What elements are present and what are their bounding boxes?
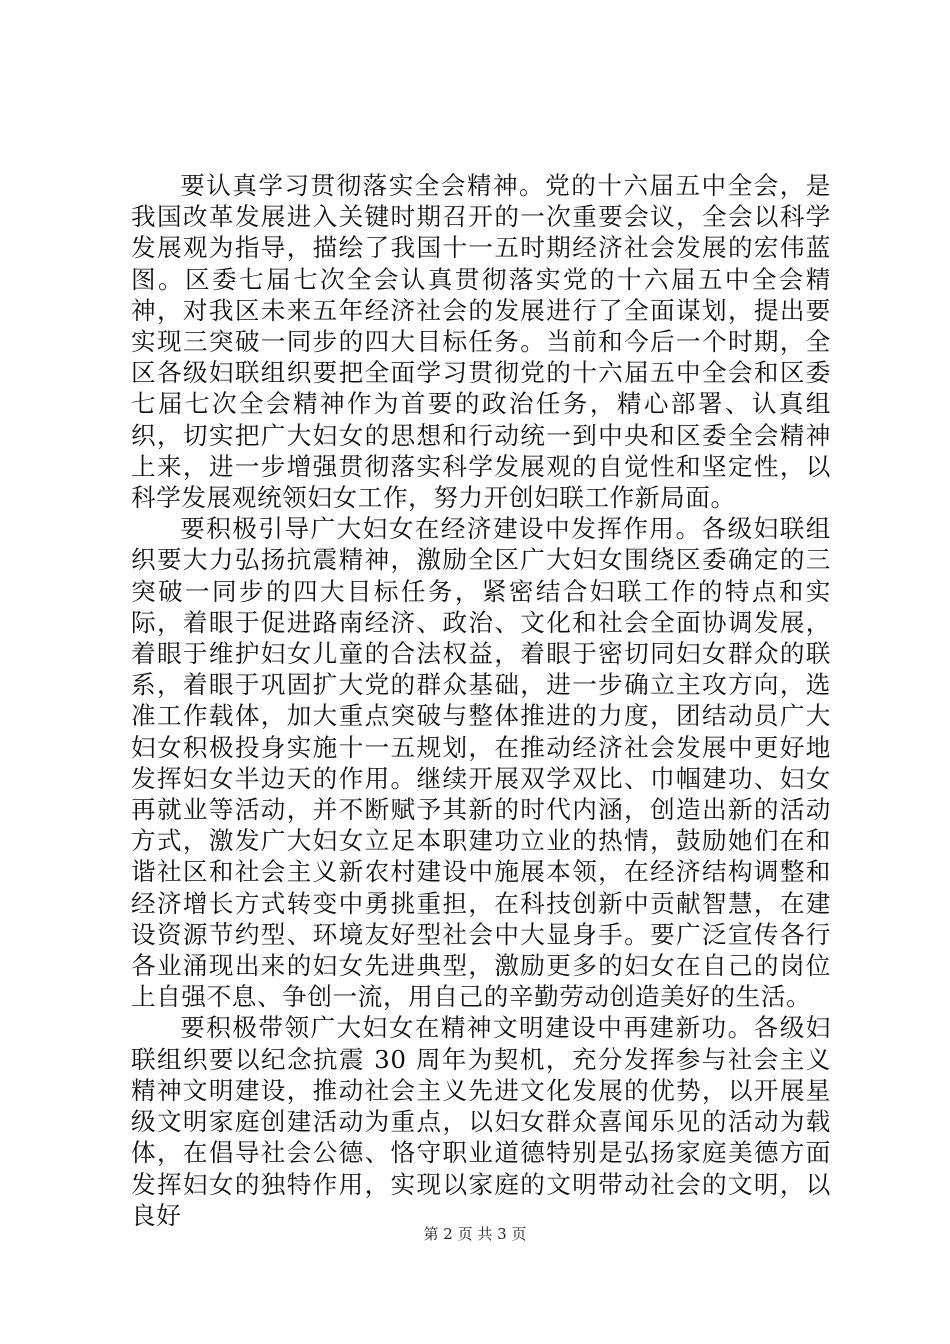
document-body: [131, 170, 831, 1231]
paragraph-2: 要积极引导广大妇女在经济建设中发挥作用。各级妇联组织要大力弘扬抗震精神，激励全区广大妇女围绕区委确定的三突破一同步的四大目标任务，紧密结合妇联工作的特点和实际，着眼于促进路南经济、政治、文化和社会全面协调发展，着眼于维护妇女儿童的合法权益，着眼于密切同妇女群众的联系，着眼于巩固扩大党的群众基础，进一步确立主攻方向，选准工作载体，加大重点突破与整体推进的力度，团结动员广大妇女积极投身实施十一五规划，在推动经济社会发展中更好地发挥妇女半边天的作用。继续开展双学双比、巾帼建功、妇女再就业等活动，并不断赋予其新的时代内涵，创造出新的活动方式，激发广大妇女立足本职建功立业的热情，鼓励她们在和谐社区和社会主义新农村建设中施展本领，在经济结构调整和经济增长方式转变中勇挑重担，在科技创新中贡献智慧，在建设资源节约型、环境友好型社会中大显身手。要广泛宣传各行各业涌现出来的妇女先进典型，激励更多的妇女在自己的岗位上自强不息、争创一流，用自己的辛勤劳动创造美好的生活。: [131, 514, 831, 1012]
paragraph-3: 要积极带领广大妇女在精神文明建设中再建新功。各级妇联组织要以纪念抗震 30 周年为契机，充分发挥参与社会主义精神文明建设，推动社会主义先进文化发展的优势，以开展星级文明家庭创建活动为重点，以妇女群众喜闻乐见的活动为载体，在倡导社会公德、恪守职业道德特别是弘扬家庭美德方面发挥妇女的独特作用，实现以家庭的文明带动社会的文明，以良好: [131, 1013, 831, 1230]
page-number-footer: 第 2 页 共 3 页: [423, 1225, 527, 1243]
paragraph-1: 要认真学习贯彻落实全会精神。党的十六届五中全会，是我国改革发展进入关键时期召开的一次重要会议，全会以科学发展观为指导，描绘了我国十一五时期经济社会发展的宏伟蓝图。区委七届七次全会认真贯彻落实党的十六届五中全会精神，对我区未来五年经济社会的发展进行了全面谋划，提出要实现三突破一同步的四大目标任务。当前和今后一个时期，全区各级妇联组织要把全面学习贯彻党的十六届五中全会和区委七届七次全会精神作为首要的政治任务，精心部署、认真组织，切实把广大妇女的思想和行动统一到中央和区委全会精神上来，进一步增强贯彻落实科学发展观的自觉性和坚定性，以科学发展观统领妇女工作，努力开创妇联工作新局面。: [131, 171, 831, 513]
